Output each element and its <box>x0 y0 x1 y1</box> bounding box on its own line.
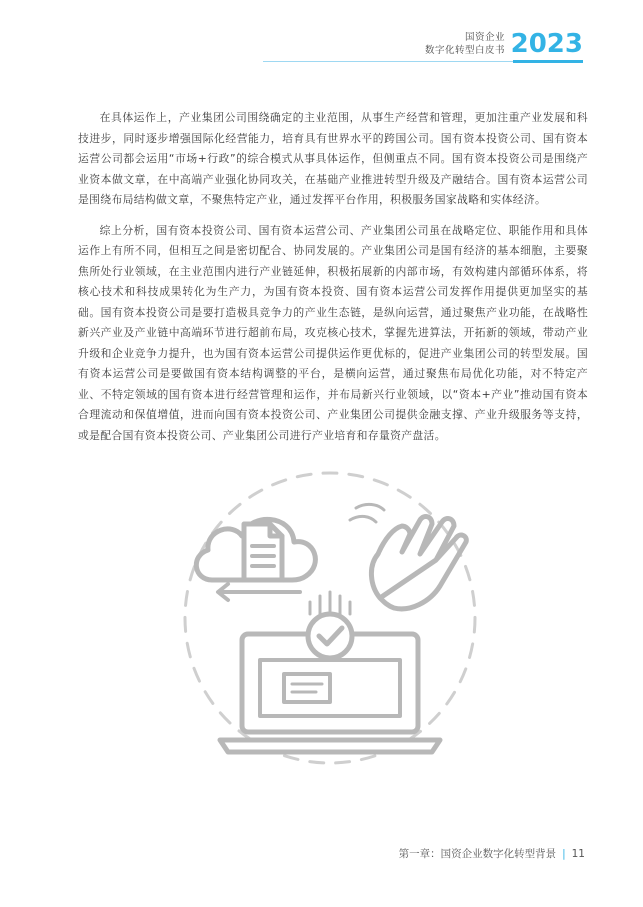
body-text <box>78 108 588 456</box>
footer-chapter: 第一章：国资企业数字化转型背景 <box>398 848 557 860</box>
paragraph-1: 在具体运作上，产业集团公司围绕确定的主业范围，从事生产经营和管理，更加注重产业发展和科技进步，同时逐步增强国际化经营能力，培育具有世界水平的跨国公司。国有资本投资公司、国有资本运营公司都会运用“市场+行政”的综合模式从事具体运作，但侧重点不同。国有资本投资公司是围绕产业资本做文章，在中高端产业强化协同攻关，在基础产业推进转型升级及产融结合。国有资本运营公司是围绕布局结构做文章，不聚焦特定产业，通过发挥平台作用，积极服务国家战略和实体经济。 <box>78 111 588 206</box>
page-footer <box>399 846 585 861</box>
header-title-line1: 国资企业 <box>464 32 505 43</box>
header-accent-bar <box>513 60 583 63</box>
page-number: 11 <box>571 848 585 860</box>
paragraph-2: 综上分析，国有资本投资公司、国有资本运营公司、产业集团公司虽在战略定位、职能作用和具体运作上有所不同，但相互之间是密切配合、协同发展的。产业集团公司是国有经济的基本细胞，主要聚焦所处行业领域，在主业范围内进行产业链延伸，积极拓展新的内部市场，有效构建内部循环体系，将核心技术和科技成果转化为生产力，为国有资本投资、国有资本运营公司发挥作用提供更加坚实的基础。国有资本投资公司是要打造极具竞争力的产业生态链，是纵向运营，通过聚焦产业功能，在战略性新兴产业及产业链中高端环节进行超前布局，攻克核心技术，掌握先进算法，开拓新的领域，带动产业升级和企业竞争力提升，也为国有资本运营公司提供运作更优标的，促进产业集团公司的转型发展。国有资本运营公司是要做国有资本结构调整的平台，是横向运营，通过聚焦布局优化功能，对不特定产业、不特定领域的国有资本进行经营管理和运作，并布局新兴行业领域，以“资本+产业”推动国有资本合理流动和保值增值，进而向国有资本投资公司、产业集团公司提供金融支撑、产业升级服务等支持，或是配合国有资本投资公司、产业集团公司进行产业培育和存量资产盘活。 <box>78 223 588 442</box>
signal-lines-icon <box>310 592 350 614</box>
header-title <box>345 31 505 57</box>
hand-icon <box>350 504 466 609</box>
checkmark-icon <box>308 614 352 658</box>
arrow-left-icon <box>218 584 300 600</box>
footer-separator: | <box>562 848 566 860</box>
document-icon <box>244 524 282 580</box>
digital-transformation-illustration <box>180 468 480 768</box>
header-year: 2023 <box>510 29 583 59</box>
header-title-line2: 数字化转型白皮书 <box>424 45 505 56</box>
header-divider-line <box>263 61 513 62</box>
